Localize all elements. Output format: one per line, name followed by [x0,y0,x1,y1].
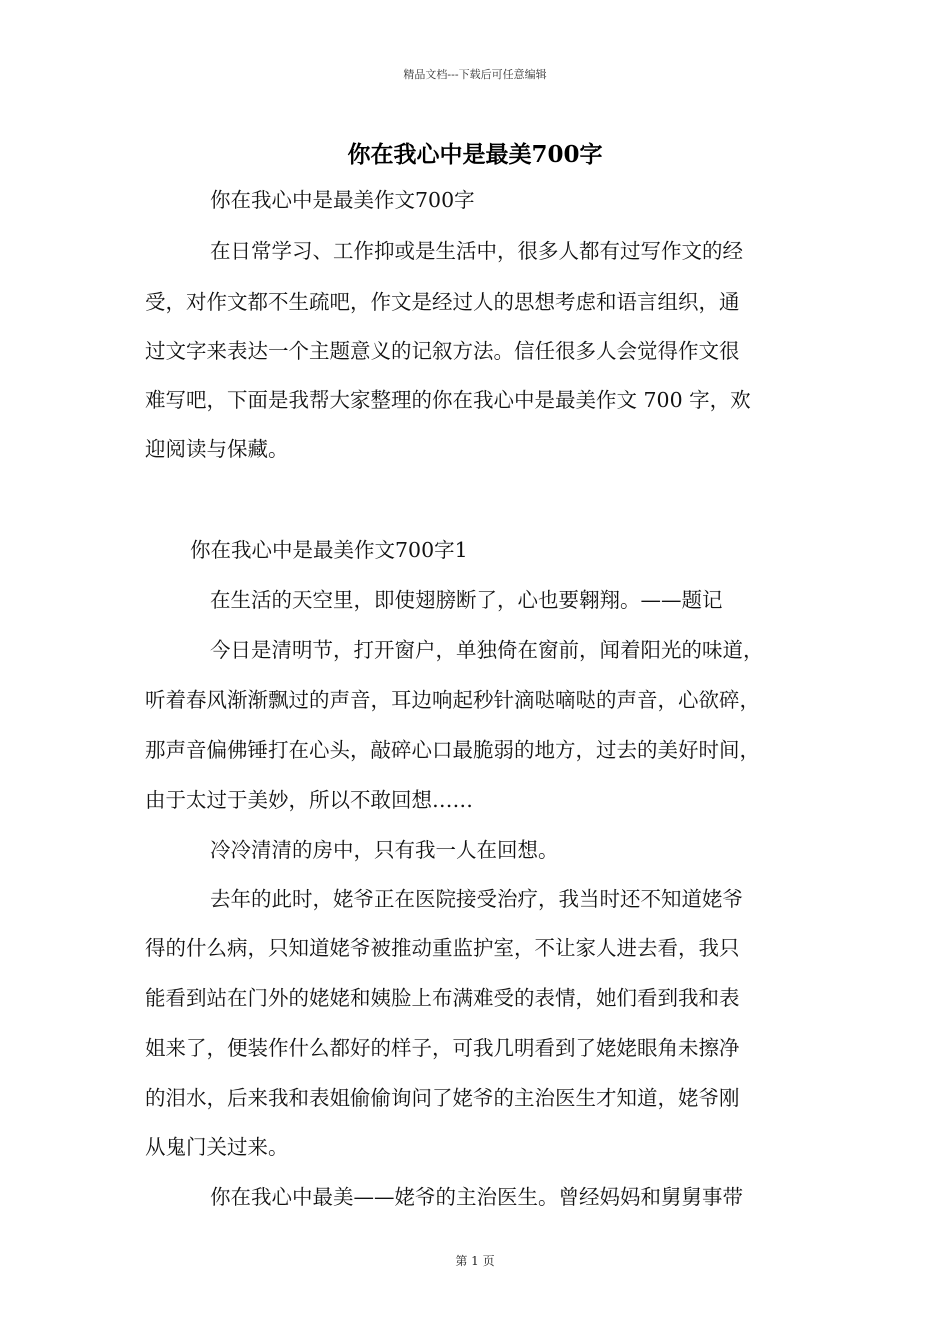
para1-line-2: 听着春风渐渐飘过的声音，耳边响起秒针滴哒嘀哒的声音，心欲碎， [145,688,760,712]
epigraph: 在生活的天空里，即使翅膀断了，心也要翱翔。——题记 [210,588,723,612]
para1-line-3: 那声音偏佛锤打在心头，敲碎心口最脆弱的地方，过去的美好时间， [145,738,760,762]
para4-line-1: 你在我心中最美——姥爷的主治医生。曾经妈妈和舅舅事带 [210,1185,743,1209]
para1-line-1: 今日是清明节，打开窗户，单独倚在窗前，闻着阳光的味道， [210,638,764,662]
intro-line-3: 过文字来表达一个主题意义的记叙方法。信任很多人会觉得作文很 [145,339,740,363]
subtitle: 你在我心中是最美作文700字 [210,188,475,212]
document-title: 你在我心中是最美700字 [347,141,603,168]
intro-line-4: 难写吧，下面是我帮大家整理的你在我心中是最美作文 700 字，欢 [145,388,751,412]
para3-line-4: 姐来了，便装作什么都好的样子，可我几明看到了姥姥眼角未擦净 [145,1036,740,1060]
intro-line-1: 在日常学习、工作抑或是生活中，很多人都有过写作文的经 [210,239,743,263]
para3-line-1: 去年的此时，姥爷正在医院接受治疗，我当时还不知道姥爷 [210,887,743,911]
para3-line-6: 从鬼门关过来。 [145,1135,289,1159]
para3-line-5: 的泪水，后来我和表姐偷偷询问了姥爷的主治医生才知道，姥爷刚 [145,1086,740,1110]
para3-line-2: 得的什么病，只知道姥爷被推动重监护室，不让家人进去看，我只 [145,936,740,960]
para3-line-3: 能看到站在门外的姥姥和姨脸上布满难受的表情，她们看到我和表 [145,986,740,1010]
para1-line-4: 由于太过于美妙，所以不敢回想…… [145,788,473,812]
section-heading: 你在我心中是最美作文700字1 [190,538,468,562]
page-header: 精品文档---下载后可任意编辑 [403,68,547,81]
para2: 冷冷清清的房中，只有我一人在回想。 [210,838,559,862]
page-number: 第 1 页 [455,1254,495,1268]
intro-line-5: 迎阅读与保藏。 [145,437,289,461]
intro-line-2: 受，对作文都不生疏吧，作文是经过人的思想考虑和语言组织，通 [145,290,740,314]
